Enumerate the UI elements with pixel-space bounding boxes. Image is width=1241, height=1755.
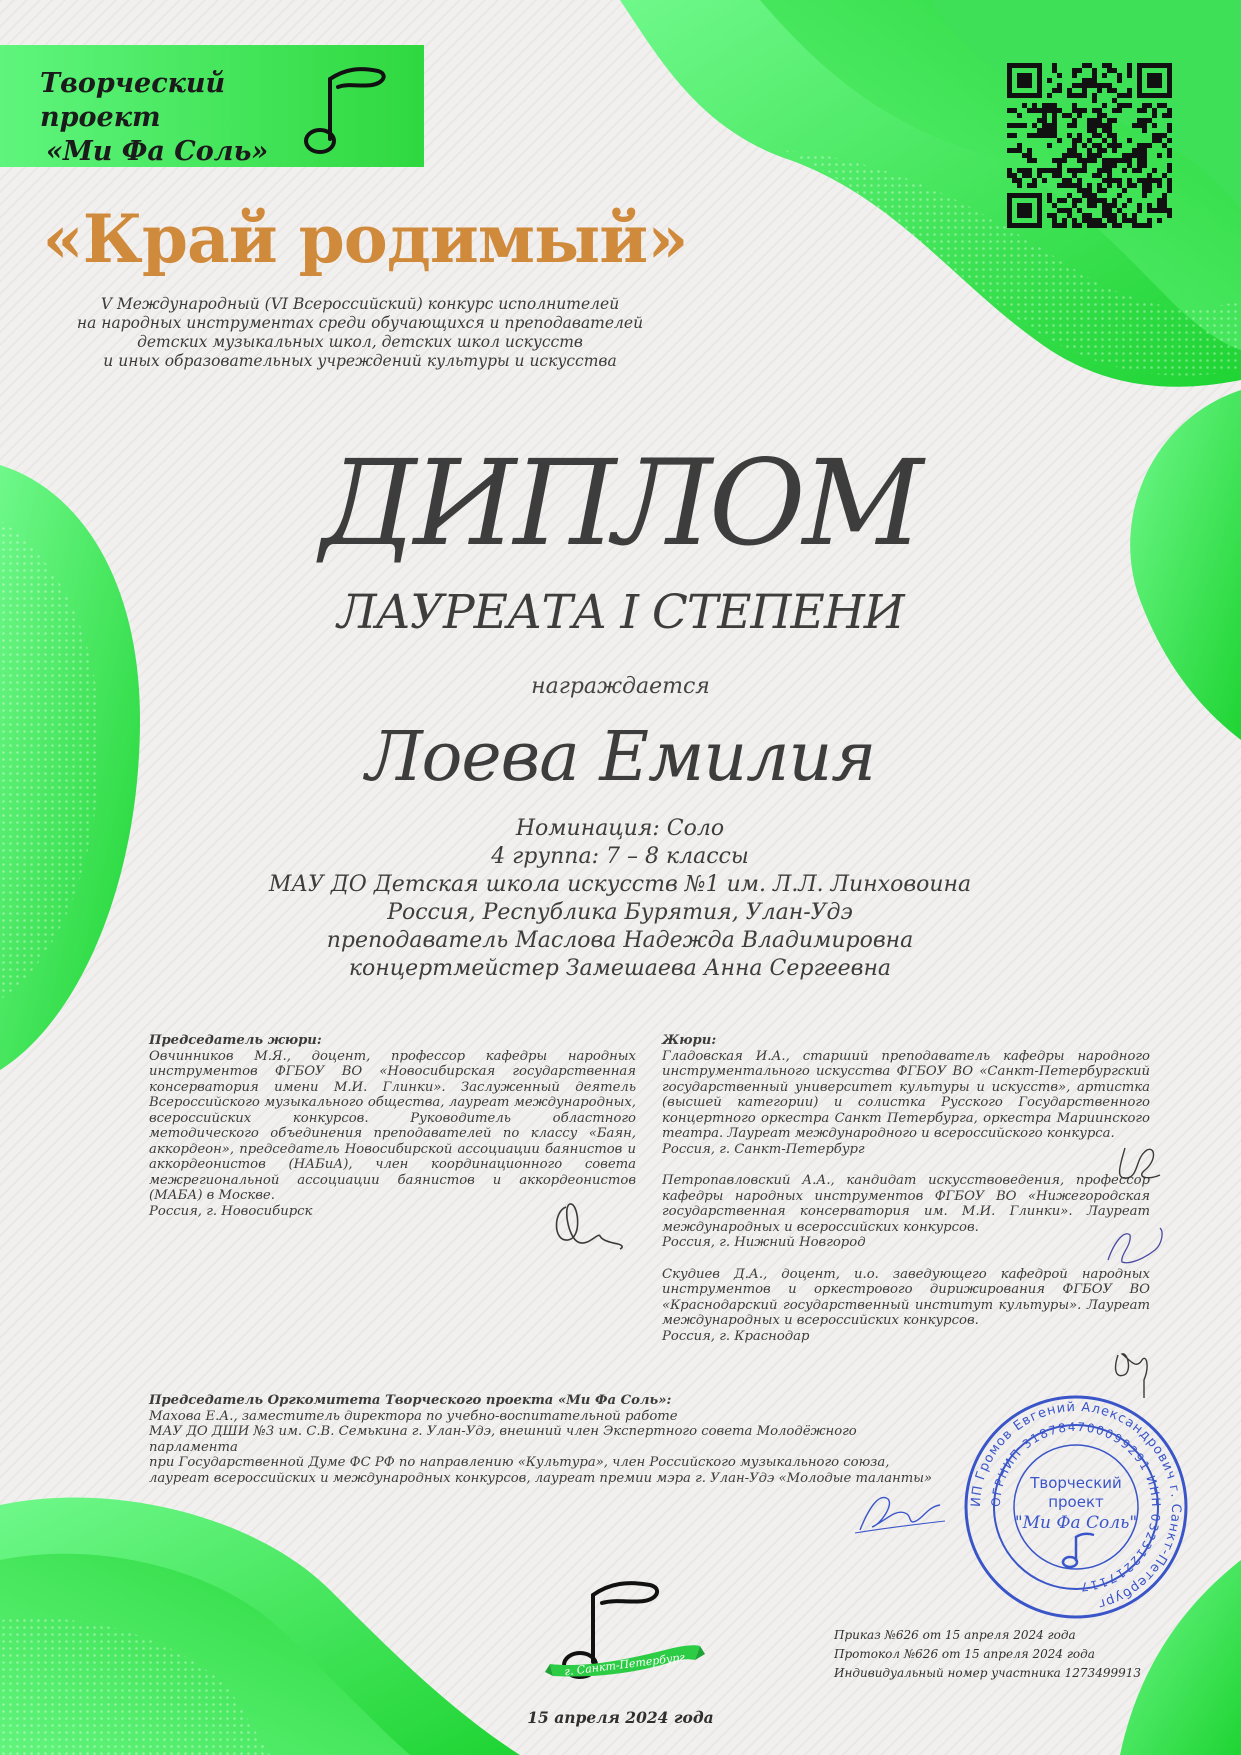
chair-signature xyxy=(548,1192,628,1257)
organizing-line: при Государственной Думе ФС РФ по направлению «Культура», член Российского музыкального союза, xyxy=(149,1455,890,1470)
jury-member-location: Россия, г. Санкт-Петербург xyxy=(662,1141,865,1157)
jury-signature-1 xyxy=(1105,1140,1165,1190)
jury-member-text: Петропавловский А.А., кандидат искусствоведения, профессор кафедры народных инструментов ФГБОУ ВО «Нижегородская государственная консерватория им. М.И. Глинки». Лауреат международных и всероссийских конкурсов. xyxy=(662,1173,1150,1235)
city-label-text: г. Санкт-Петербург xyxy=(563,1650,686,1679)
jury-member-location: Россия, г. Нижний Новгород xyxy=(662,1235,866,1250)
organizing-committee-block xyxy=(149,1393,949,1486)
detail-group: 4 группа: 7 – 8 классы xyxy=(491,844,749,869)
stamp-center-line-2: проект xyxy=(1048,1493,1104,1511)
jury-chair-heading: Председатель жюри: xyxy=(149,1033,322,1048)
logo-line-1: Творческий проект xyxy=(40,68,226,133)
detail-location: Россия, Республика Бурятия, Улан-Удэ xyxy=(387,900,853,925)
recipient-name: Лоева Емилия xyxy=(365,718,876,797)
jury-heading: Жюри: xyxy=(662,1033,717,1048)
jury-member-location: Россия, г. Краснодар xyxy=(662,1328,810,1344)
jury-chair-location: Россия, г. Новосибирск xyxy=(149,1203,313,1219)
detail-school: МАУ ДО Детская школа искусств №1 им. Л.Л. Линховоина xyxy=(268,872,972,897)
music-note-icon xyxy=(300,61,390,161)
jury-signature-3 xyxy=(1108,1340,1158,1400)
organizer-signature xyxy=(850,1485,950,1540)
logo-banner xyxy=(0,45,424,167)
jury-member xyxy=(662,1049,1150,1158)
award-details xyxy=(200,815,1040,983)
detail-teacher: преподаватель Маслова Надежда Владимировна xyxy=(326,928,914,953)
detail-nomination: Номинация: Соло xyxy=(515,816,725,841)
jury-member xyxy=(662,1173,1150,1251)
diploma-subtitle: ЛАУРЕАТА I СТЕПЕНИ xyxy=(337,585,904,640)
jury-block xyxy=(662,1033,1150,1360)
stamp-center-line-3: "Ми Фа Соль" xyxy=(1014,1513,1138,1533)
diploma-title: ДИПЛОМ xyxy=(320,434,921,572)
jury-member-text: Гладовская И.А., старший преподаватель кафедры народного инструментального искусства ФГБОУ ВО «Санкт-Петербургский государственный университет культуры и искусств», артистка (высшей категории) и солистка Русского Государственного концертного оркестра Санкт Петербурга, оркестра Мариинского театра. Лауреат международного и всероссийского конкурса. xyxy=(662,1048,1150,1141)
organizing-line: лауреат всероссийских и международных конкурсов, лауреат премии мэра г. Улан-Удэ «Молодые таланты» xyxy=(149,1470,933,1486)
official-stamp xyxy=(962,1393,1190,1621)
jury-chair-text: Овчинников М.Я., доцент, профессор кафедры народных инструментов ФГБОУ ВО «Новосибирская государственная консерватория имени М.И. Глинки». Заслуженный деятель Всероссийского музыкального общества, лауреат международных, всероссийских конкурсов. Руководитель областного методического объединения преподавателей по классу «Баян, аккордеон», председатель Новосибирской ассоциации баянистов и аккордеонистов (НАБиА), член координационного совета межрегиональной ассоциации баянистов и аккордеонистов (МАБА) в Москве. xyxy=(149,1048,636,1203)
contest-description xyxy=(60,295,660,371)
detail-accompanist: концертмейстер Замешаева Анна Сергеевна xyxy=(348,956,892,981)
order-line: Приказ №626 от 15 апреля 2024 года xyxy=(834,1628,1076,1642)
city-ribbon xyxy=(545,1634,705,1684)
order-info xyxy=(834,1626,1214,1683)
participant-number-line: Индивидуальный номер участника 1273499913 xyxy=(834,1666,1142,1680)
jury-member xyxy=(662,1267,1150,1345)
contest-title: «Край родимый» xyxy=(42,200,688,278)
logo-text xyxy=(40,67,340,169)
awarded-label: награждается xyxy=(531,674,710,699)
stamp-ring-text: ИП Громов Евгений Александрович г. Санкт-Петербург xyxy=(968,1399,1184,1612)
jury-member-text: Скудиев Д.А., доцент, и.о. заведующего кафедрой народных инструментов и оркестрового дирижирования ФГБОУ ВО «Краснодарский государственный институт культуры». Лауреат международных и всероссийских конкурсов. xyxy=(662,1266,1150,1328)
qr-code-icon xyxy=(1007,63,1172,228)
stamp-inner-ring-text: ОГРНИП 318784700099291 ИНН 032312217117 xyxy=(988,1419,1164,1595)
stamp-note-icon xyxy=(1063,1534,1094,1567)
stamp-center-line-1: Творческий xyxy=(1030,1474,1122,1492)
organizing-heading: Председатель Оргкомитета Творческого проекта «Ми Фа Соль»: xyxy=(149,1393,672,1408)
contest-description-line: на народных инструментах среди обучающихся и преподавателей xyxy=(76,314,644,332)
jury-signature-2 xyxy=(1100,1220,1170,1275)
contest-description-line: V Международный (VI Всероссийский) конкурс исполнителей xyxy=(100,295,620,313)
contest-description-line: детских музыкальных школ, детских школ искусств xyxy=(137,333,583,351)
organizing-line: МАУ ДО ДШИ №3 им. С.В. Семькина г. Улан-Удэ, внешний член Экспертного совета Молодёжного парламента xyxy=(149,1424,857,1455)
protocol-line: Протокол №626 от 15 апреля 2024 года xyxy=(834,1647,1095,1661)
logo-line-2: «Ми Фа Соль» xyxy=(46,136,269,167)
issue-date: 15 апреля 2024 года xyxy=(527,1708,714,1727)
contest-description-line: и иных образовательных учреждений культуры и искусства xyxy=(103,352,617,370)
organizing-line: Махова Е.А., заместитель директора по учебно-воспитательной работе xyxy=(149,1408,678,1424)
